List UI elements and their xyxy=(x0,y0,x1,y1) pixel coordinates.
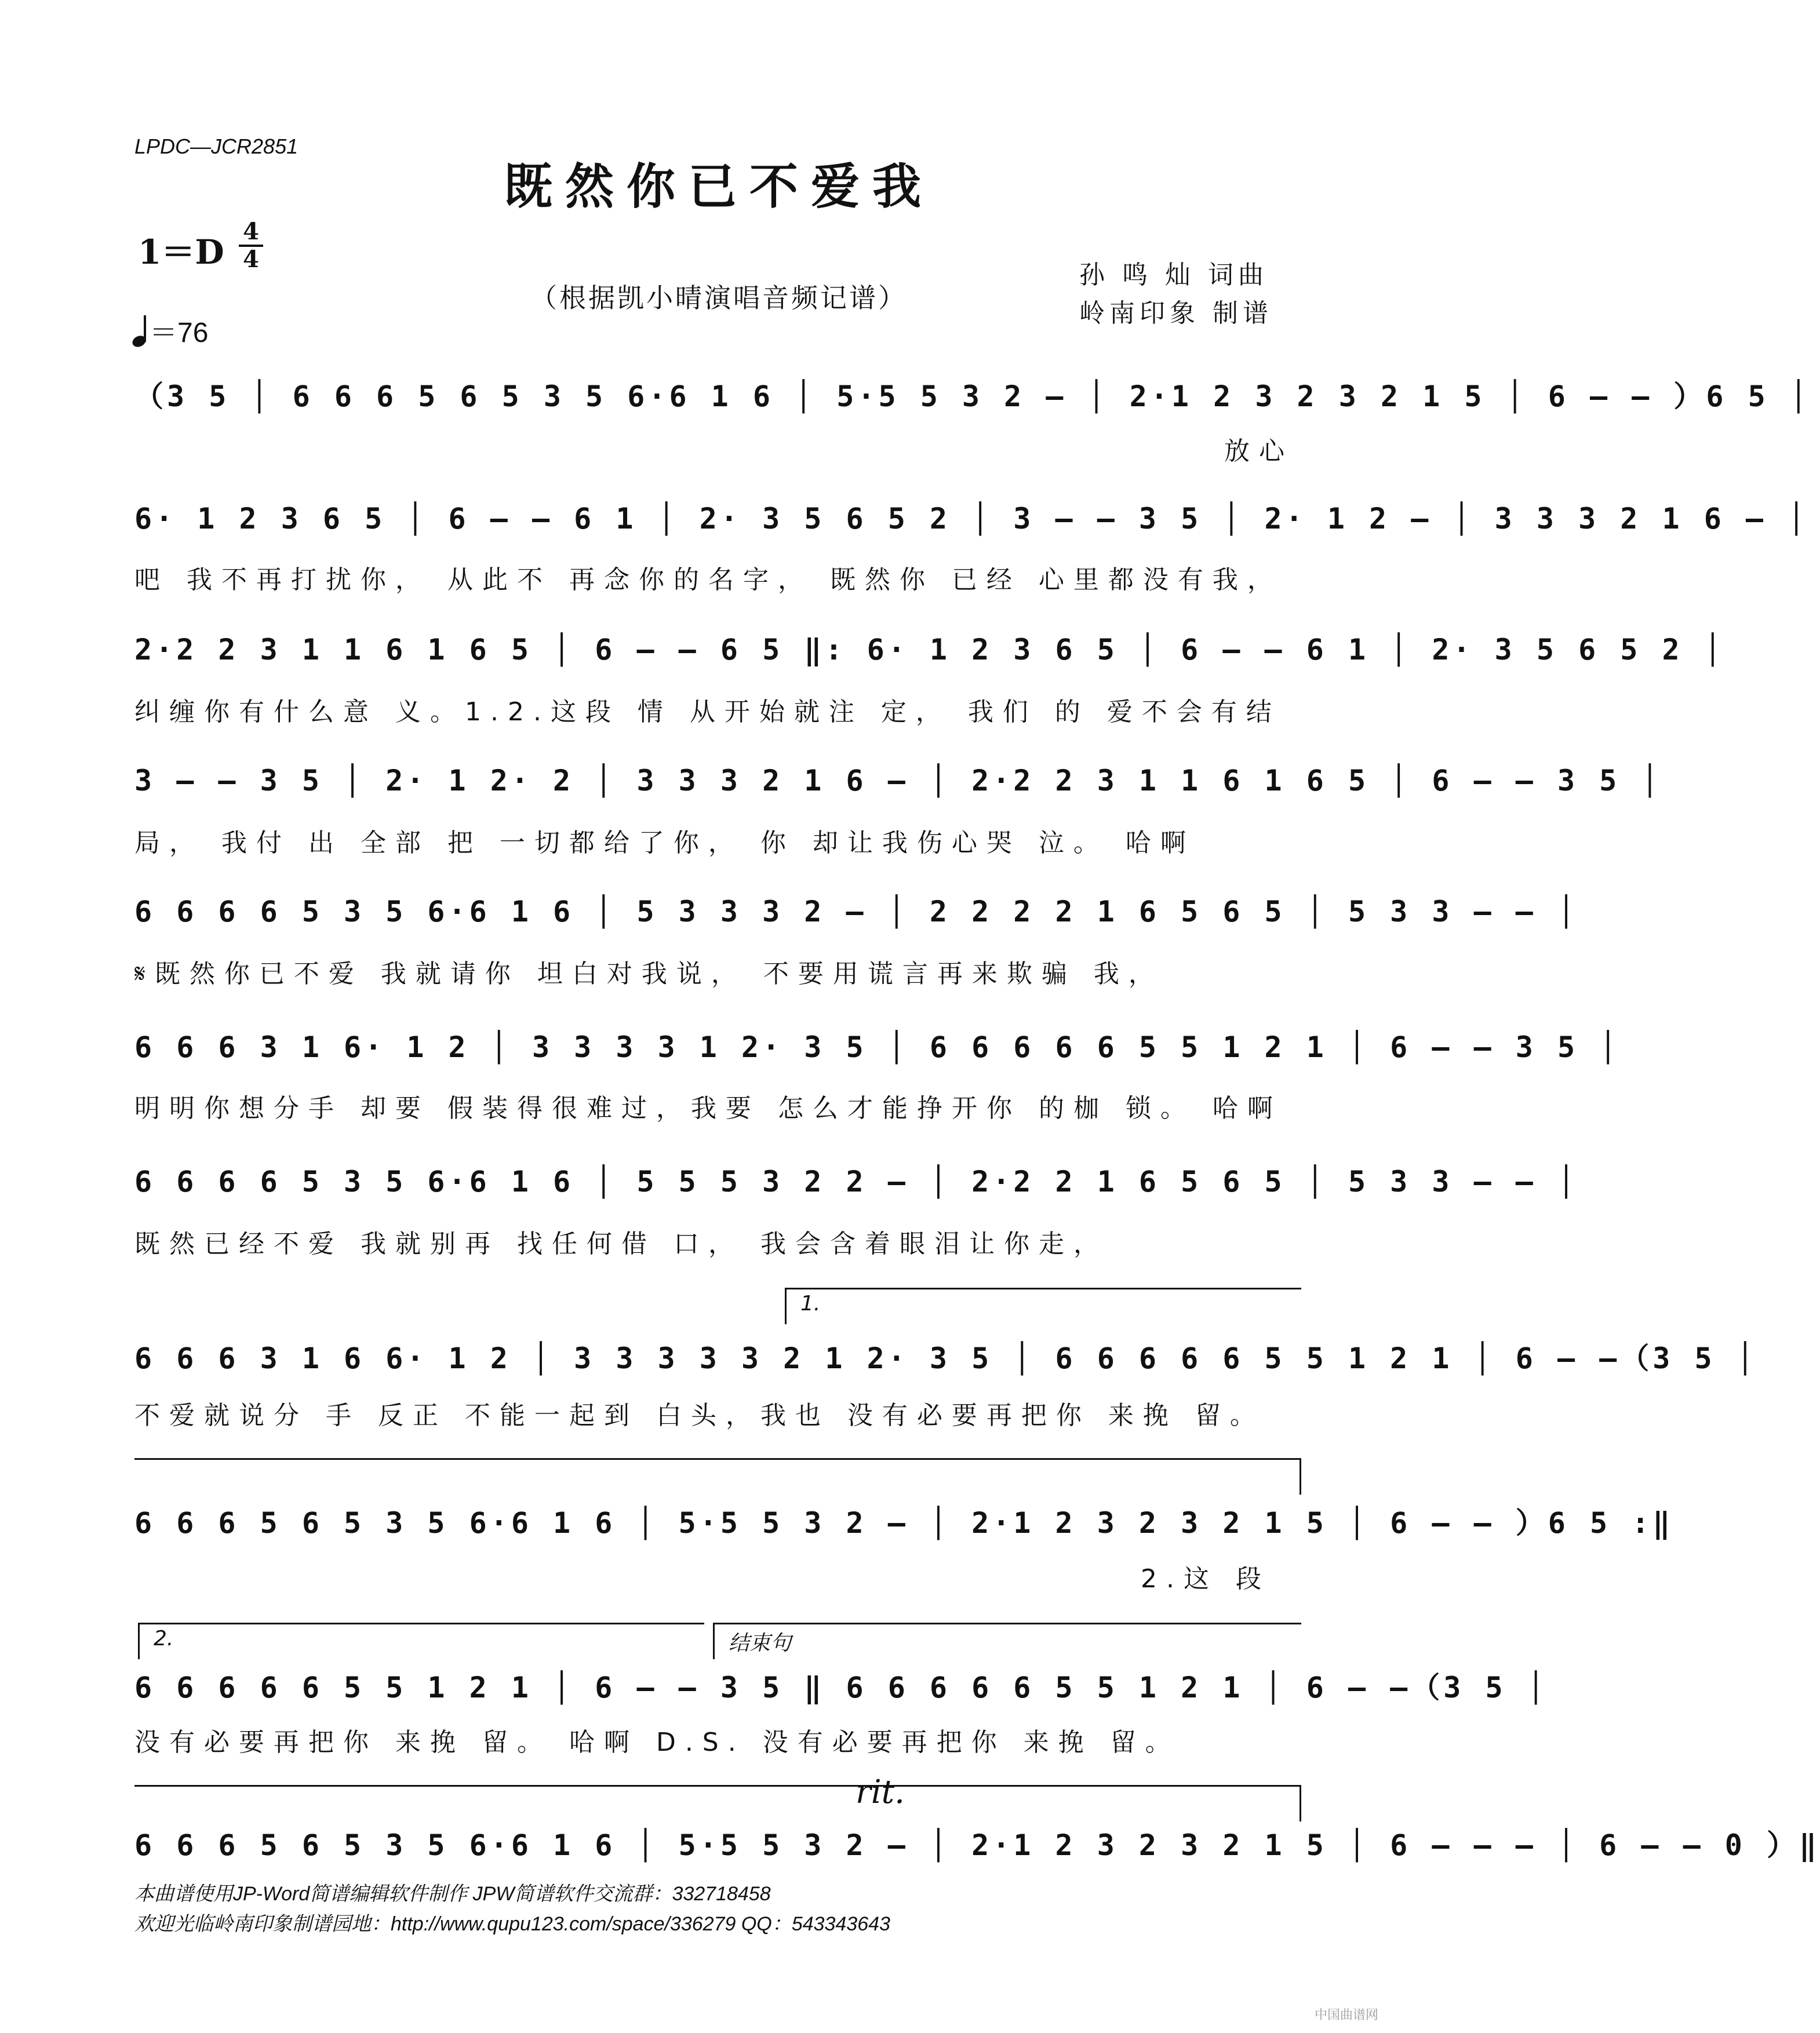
volta-first: 1. xyxy=(785,1288,1301,1324)
watermark-logo: 中国曲谱网 xyxy=(1315,2008,1379,2023)
staff-line: 6 6 6 6 6 5 5 1 2 1 │ 6 – – 3 5 ‖ 6 6 6 6 6 5 5 1 2 1 │ 6 – –（3 5 │ xyxy=(134,1671,1548,1704)
staff-line: 2·2 2 3 1 1 6 1 6 5 │ 6 – – 6 5 ‖: 6· 1 2 3 6 5 │ 6 – – 6 1 │ 2· 3 5 6 5 2 │ xyxy=(134,633,1725,666)
subtitle: （根据凯小晴演唱音频记谱） xyxy=(530,282,907,314)
lyric-line: 既然已经不爱 我就别再 找任何借 口， 我会含着眼泪让你走， xyxy=(134,1229,1108,1259)
meter-bottom: 4 xyxy=(243,246,259,273)
key-signature: 1＝D xyxy=(138,232,224,272)
staff-line: （3 5 │ 6 6 6 5 6 5 3 5 6·6 1 6 │ 5·5 5 3 2 – │ 2·1 2 3 2 3 2 1 5 │ 6 – – ）6 5 │ xyxy=(134,380,1811,413)
lyric-line: 局， 我付 出 全部 把 一切都给了你， 你 却让我伤心哭 泣。 哈啊 xyxy=(134,828,1195,858)
footer-line-2: 欢迎光临岭南印象制谱园地：http://www.qupu123.com/space/336279 QQ：543343643 xyxy=(134,1913,890,1935)
volta-second: 2. xyxy=(138,1623,704,1659)
ending-continued xyxy=(134,1785,1301,1821)
quarter-note-icon xyxy=(132,316,150,347)
staff-line: 6 6 6 5 6 5 3 5 6·6 1 6 │ 5·5 5 3 2 – │ 2·1 2 3 2 3 2 1 5 │ 6 – – ）6 5 :‖ xyxy=(134,1506,1674,1540)
lyric-line: 没有必要再把你 来挽 留。 哈啊 D.S. 没有必要再把你 来挽 留。 xyxy=(134,1728,1180,1757)
ritardando-mark: rit. xyxy=(856,1773,905,1811)
staff-line: 6· 1 2 3 6 5 │ 6 – – 6 1 │ 2· 3 5 6 5 2 │ 3 – – 3 5 │ 2· 1 2 – │ 3 3 3 2 1 6 – │ xyxy=(134,502,1809,535)
meter-top: 4 xyxy=(243,218,259,245)
score-code: LPDC—JCR2851 xyxy=(134,134,299,158)
time-signature xyxy=(236,219,265,272)
staff-line: 6 6 6 5 6 5 3 5 6·6 1 6 │ 5·5 5 3 2 – │ 2·1 2 3 2 3 2 1 5 │ 6 – – – │ 6 – – 0 ）‖ xyxy=(134,1828,1820,1862)
lyric-line: 放心 xyxy=(1224,436,1294,466)
lyric-line: 明明你想分手 却要 假装得很难过，我要 怎么才能挣开你 的枷 锁。 哈啊 xyxy=(134,1094,1282,1123)
tempo-mark xyxy=(132,310,208,350)
volta-ending: 结束句 xyxy=(713,1623,1301,1659)
staff-line: 6 6 6 3 1 6· 1 2 │ 3 3 3 3 1 2· 3 5 │ 6 6 6 6 6 5 5 1 2 1 │ 6 – – 3 5 │ xyxy=(134,1030,1621,1064)
lyric-line: 纠缠你有什么意 义。1.2.这段 情 从开始就注 定， 我们 的 爱不会有结 xyxy=(134,697,1281,727)
credit-arranger: 岭南印象 制谱 xyxy=(1079,298,1273,328)
credit-composer: 孙 鸣 灿 词曲 xyxy=(1079,260,1268,290)
lyric-line: 𝄋既然你已不爱 我就请你 坦白对我说， 不要用谎言再来欺骗 我， xyxy=(134,959,1163,989)
score-title: 既然你已不爱我 xyxy=(503,158,934,215)
tempo-value: ＝76 xyxy=(150,318,209,348)
staff-line: 3 – – 3 5 │ 2· 1 2· 2 │ 3 3 3 2 1 6 – │ 2·2 2 3 1 1 6 1 6 5 │ 6 – – 3 5 │ xyxy=(134,764,1662,797)
lyric-line: 2.这 段 xyxy=(1141,1564,1271,1594)
staff-line: 6 6 6 3 1 6 6· 1 2 │ 3 3 3 3 3 2 1 2· 3 5 │ 6 6 6 6 6 5 5 1 2 1 │ 6 – –（3 5 │ xyxy=(134,1342,1757,1375)
footer-line-1: 本曲谱使用JP-Word简谱编辑软件制作 JPW简谱软件交流群：332718458 xyxy=(134,1883,771,1905)
lyric-line: 不爱就说分 手 反正 不能一起到 白头，我也 没有必要再把你 来挽 留。 xyxy=(134,1401,1265,1430)
volta-first-continued xyxy=(134,1458,1301,1495)
staff-line: 6 6 6 6 5 3 5 6·6 1 6 │ 5 5 5 3 2 2 – │ 2·2 2 1 6 5 6 5 │ 5 3 3 – – │ xyxy=(134,1165,1579,1198)
lyric-line: 吧 我不再打扰你， 从此不 再念你的名字， 既然你 已经 心里都没有我， xyxy=(134,565,1282,595)
staff-line: 6 6 6 6 5 3 5 6·6 1 6 │ 5 3 3 3 2 – │ 2 2 2 2 1 6 5 6 5 │ 5 3 3 – – │ xyxy=(134,895,1579,928)
